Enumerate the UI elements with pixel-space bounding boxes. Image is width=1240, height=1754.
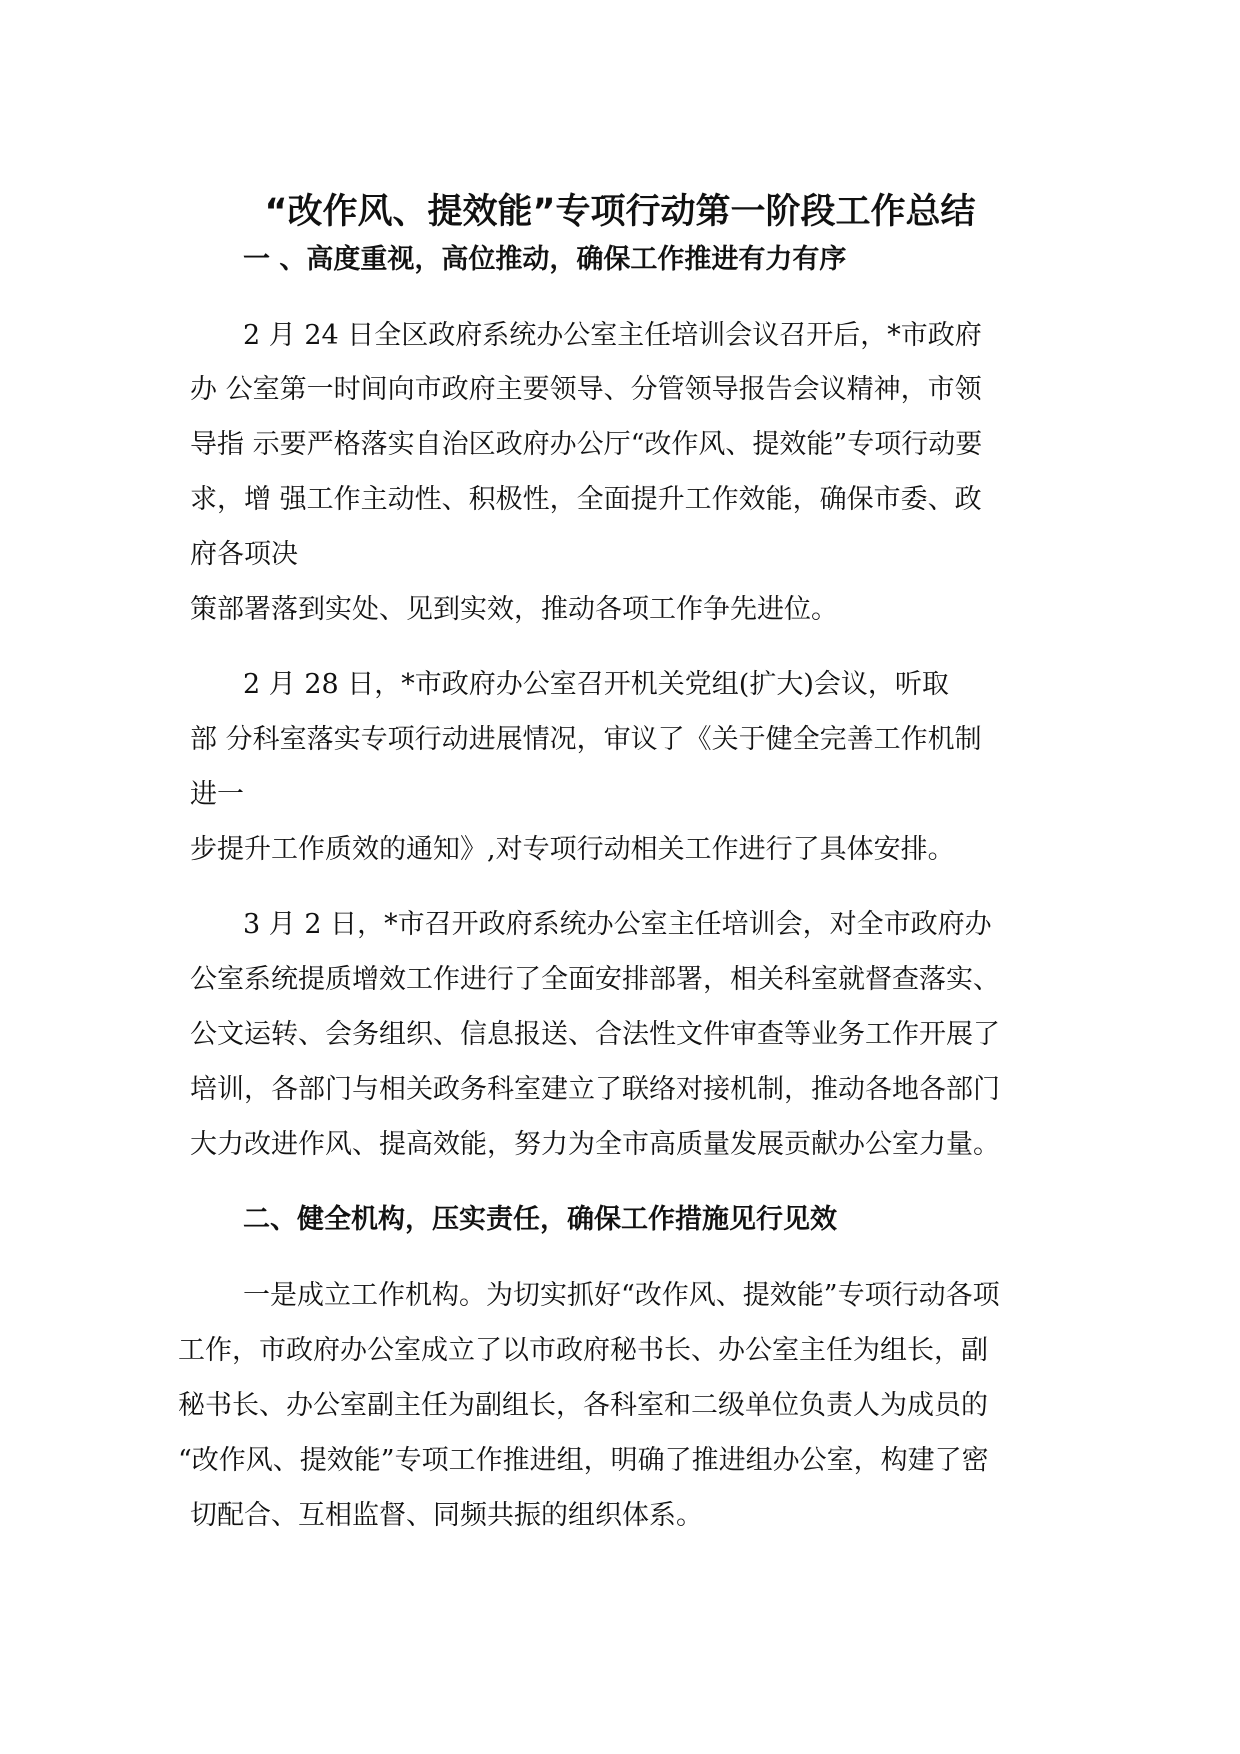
paragraph-line: 秘书长、办公室副主任为副组长，各科室和二级单位负责人为成员的 [178, 1390, 988, 1421]
section-heading-2: 二、健全机构，压实责任，确保工作措施见行见效 [243, 1204, 837, 1235]
paragraph-line: 3 月 2 日，*市召开政府系统办公室主任培训会，对全市政府办 [243, 909, 992, 940]
paragraph-line: 部 分科室落实专项行动进展情况，审议了《关于健全完善工作机制 [190, 724, 982, 755]
paragraph-line: 培训，各部门与相关政务科室建立了联络对接机制，推动各地各部门 [190, 1074, 1000, 1105]
paragraph-line: 府各项决 [190, 539, 298, 570]
paragraph-line: 大力改进作风、提高效能，努力为全市高质量发展贡献办公室力量。 [190, 1129, 1000, 1160]
paragraph-line: 求，增 强工作主动性、积极性，全面提升工作效能，确保市委、政 [190, 484, 982, 515]
paragraph-line: 工作，市政府办公室成立了以市政府秘书长、办公室主任为组长，副 [178, 1335, 988, 1366]
paragraph-line: 2 月 24 日全区政府系统办公室主任培训会议召开后，*市政府 [243, 320, 982, 351]
paragraph-line: 公室系统提质增效工作进行了全面安排部署，相关科室就督查落实、 [190, 964, 1000, 995]
paragraph-line: 一是成立工作机构。为切实抓好“改作风、提效能”专项行动各项 [243, 1280, 1000, 1311]
paragraph-line: “改作风、提效能”专项工作推进组，明确了推进组办公室，构建了密 [178, 1445, 989, 1476]
paragraph-line: 2 月 28 日，*市政府办公室召开机关党组(扩大)会议，听取 [243, 669, 949, 700]
document-title: “改作风、提效能”专项行动第一阶段工作总结 [264, 192, 976, 232]
paragraph-line: 导指 示要严格落实自治区政府办公厅“改作风、提效能”专项行动要 [190, 429, 983, 460]
paragraph-line: 策部署落到实处、见到实效，推动各项工作争先进位。 [190, 594, 838, 625]
paragraph-line: 进一 [190, 779, 244, 810]
paragraph-line: 步提升工作质效的通知》,对专项行动相关工作进行了具体安排。 [190, 834, 955, 865]
paragraph-line: 公文运转、会务组织、信息报送、合法性文件审查等业务工作开展了 [190, 1019, 1000, 1050]
paragraph-line: 切配合、互相监督、同频共振的组织体系。 [190, 1500, 703, 1531]
paragraph-line: 办 公室第一时间向市政府主要领导、分管领导报告会议精神，市领 [190, 374, 982, 405]
section-heading-1: 一 、高度重视，高位推动，确保工作推进有力有序 [243, 244, 847, 275]
